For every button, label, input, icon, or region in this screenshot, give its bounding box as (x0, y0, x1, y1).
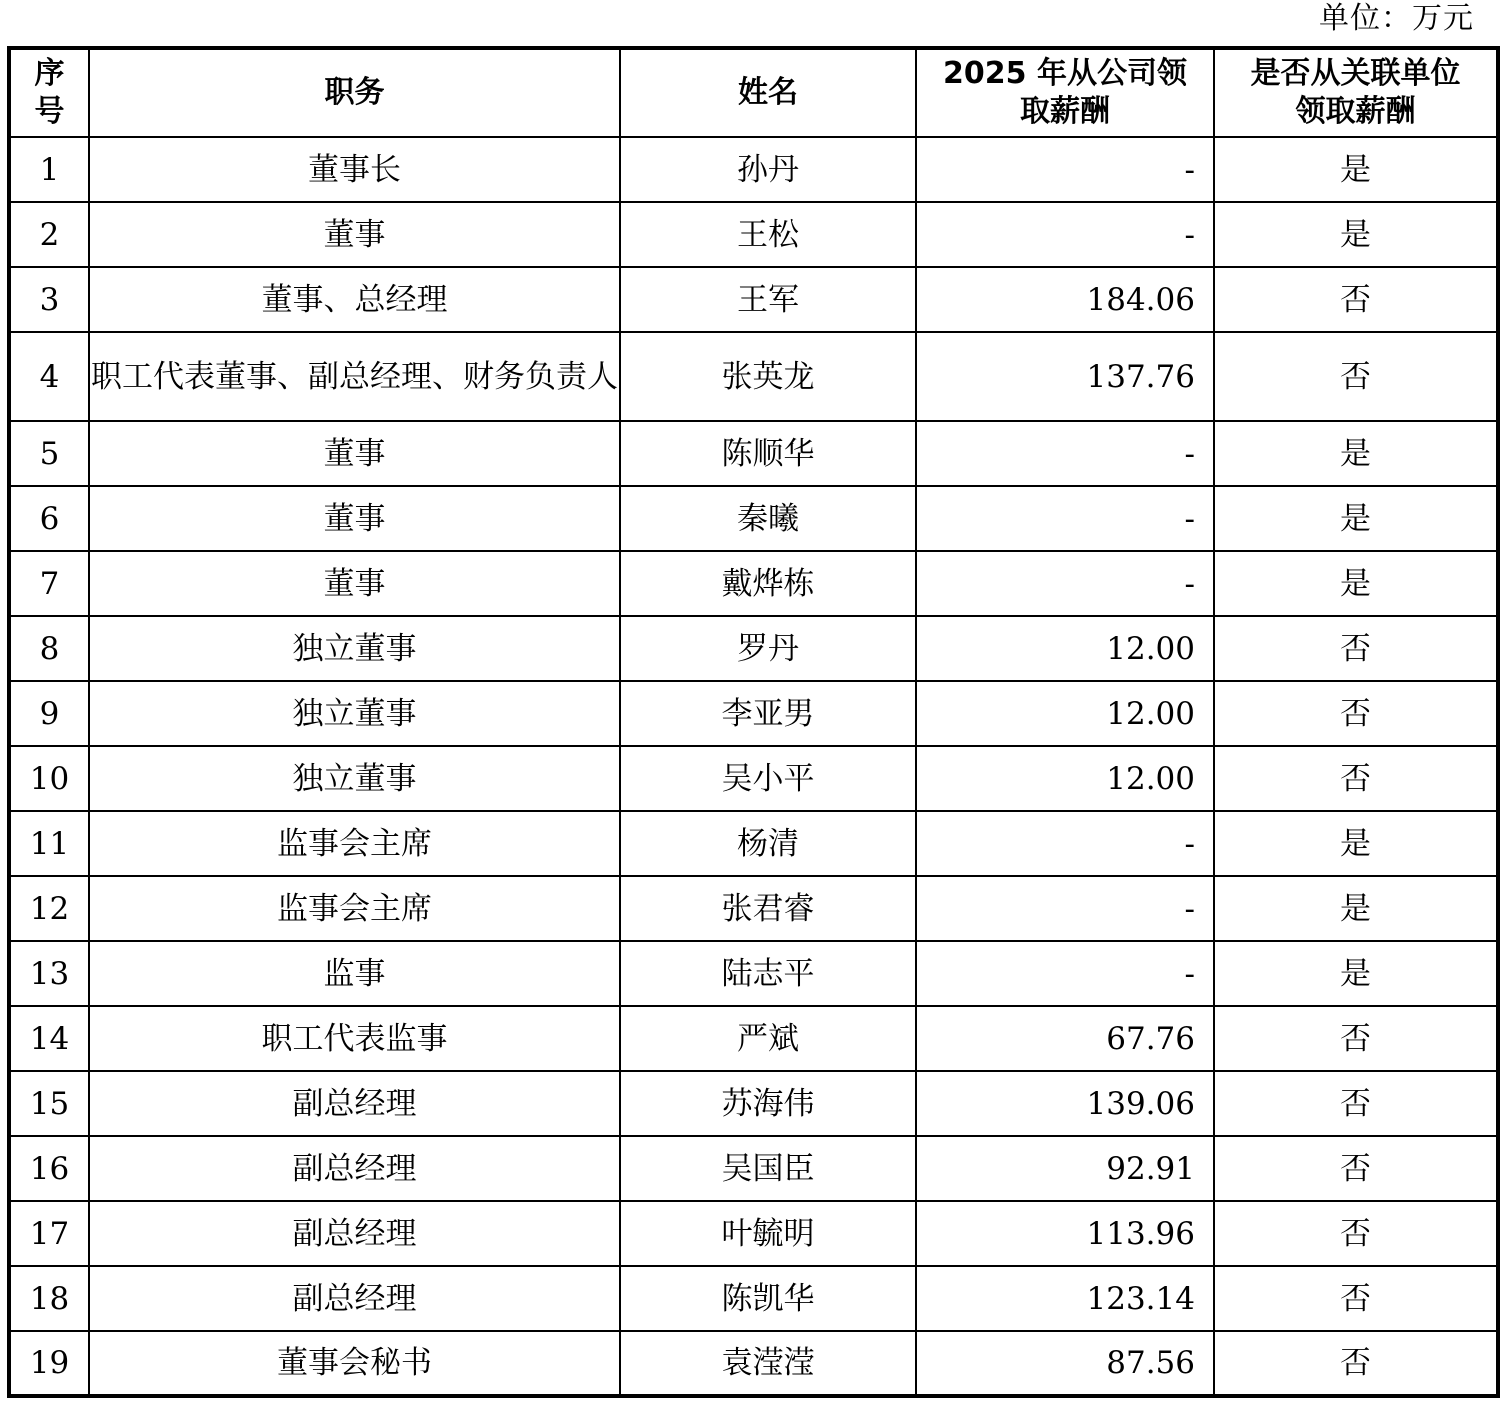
cell-name: 杨清 (620, 811, 916, 876)
cell-position: 职工代表监事 (89, 1006, 620, 1071)
cell-no: 15 (9, 1071, 89, 1136)
cell-position: 独立董事 (89, 616, 620, 681)
header-related-line: 是否从关联单位 (1250, 56, 1461, 91)
header-salary-line: 2025 年从公司领 (943, 56, 1187, 91)
cell-salary: 113.96 (916, 1201, 1214, 1266)
table-row (9, 421, 1498, 486)
cell-no: 14 (9, 1006, 89, 1071)
cell-salary: 87.56 (916, 1331, 1214, 1396)
cell-name: 王松 (620, 202, 916, 267)
cell-name: 陈凯华 (620, 1266, 916, 1331)
header-salary-line: 取薪酬 (1020, 94, 1110, 129)
cell-name: 张君睿 (620, 876, 916, 941)
cell-salary: 67.76 (916, 1006, 1214, 1071)
table-row (9, 486, 1498, 551)
cell-related: 否 (1214, 1201, 1498, 1266)
cell-position: 董事 (89, 421, 620, 486)
cell-related: 是 (1214, 876, 1498, 941)
cell-related: 否 (1214, 332, 1498, 421)
cell-salary: 137.76 (916, 332, 1214, 421)
cell-position: 董事长 (89, 137, 620, 202)
cell-salary: - (916, 551, 1214, 616)
cell-name: 戴烨栋 (620, 551, 916, 616)
cell-position: 董事 (89, 551, 620, 616)
cell-position: 监事会主席 (89, 811, 620, 876)
cell-related: 否 (1214, 1136, 1498, 1201)
cell-related: 否 (1214, 616, 1498, 681)
cell-no: 10 (9, 746, 89, 811)
cell-related: 否 (1214, 1006, 1498, 1071)
cell-salary: 12.00 (916, 616, 1214, 681)
cell-no: 11 (9, 811, 89, 876)
cell-position: 董事 (89, 202, 620, 267)
header-related (1214, 48, 1498, 137)
cell-related: 否 (1214, 1071, 1498, 1136)
header-no-line: 序 (34, 56, 65, 91)
cell-related: 是 (1214, 202, 1498, 267)
cell-no: 1 (9, 137, 89, 202)
cell-related: 否 (1214, 746, 1498, 811)
cell-related: 是 (1214, 486, 1498, 551)
cell-no: 17 (9, 1201, 89, 1266)
cell-salary: - (916, 876, 1214, 941)
table-row (9, 267, 1498, 332)
table-row (9, 551, 1498, 616)
cell-position: 监事会主席 (89, 876, 620, 941)
cell-position: 董事 (89, 486, 620, 551)
cell-position: 副总经理 (89, 1201, 620, 1266)
header-position-line: 职务 (324, 75, 385, 110)
cell-position: 董事会秘书 (89, 1331, 620, 1396)
cell-no: 13 (9, 941, 89, 1006)
cell-related: 否 (1214, 681, 1498, 746)
table-row (9, 941, 1498, 1006)
cell-no: 9 (9, 681, 89, 746)
cell-position: 独立董事 (89, 746, 620, 811)
cell-position: 副总经理 (89, 1071, 620, 1136)
cell-name: 罗丹 (620, 616, 916, 681)
cell-name: 李亚男 (620, 681, 916, 746)
cell-name: 孙丹 (620, 137, 916, 202)
cell-no: 8 (9, 616, 89, 681)
cell-salary: - (916, 202, 1214, 267)
table-body (9, 137, 1498, 1396)
cell-salary: 12.00 (916, 681, 1214, 746)
table-row (9, 616, 1498, 681)
cell-no: 18 (9, 1266, 89, 1331)
cell-position: 职工代表董事、副总经理、财务负责人 (89, 332, 620, 421)
cell-name: 严斌 (620, 1006, 916, 1071)
cell-position: 独立董事 (89, 681, 620, 746)
cell-no: 12 (9, 876, 89, 941)
cell-no: 3 (9, 267, 89, 332)
table-row (9, 681, 1498, 746)
header-position (89, 48, 620, 137)
cell-name: 张英龙 (620, 332, 916, 421)
cell-name: 陆志平 (620, 941, 916, 1006)
cell-related: 是 (1214, 941, 1498, 1006)
header-no-line: 号 (34, 94, 65, 129)
cell-name: 吴小平 (620, 746, 916, 811)
cell-position: 监事 (89, 941, 620, 1006)
unit-label: 单位：万元 (1319, 1, 1474, 36)
cell-name: 袁滢滢 (620, 1331, 916, 1396)
cell-related: 是 (1214, 421, 1498, 486)
cell-related: 是 (1214, 137, 1498, 202)
cell-related: 是 (1214, 811, 1498, 876)
cell-related: 否 (1214, 1331, 1498, 1396)
cell-related: 否 (1214, 267, 1498, 332)
table-row (9, 1331, 1498, 1396)
header-no (9, 48, 89, 137)
cell-salary: - (916, 486, 1214, 551)
header-name (620, 48, 916, 137)
cell-name: 苏海伟 (620, 1071, 916, 1136)
header-related-line: 领取薪酬 (1295, 94, 1416, 129)
cell-position: 副总经理 (89, 1266, 620, 1331)
table-row (9, 1006, 1498, 1071)
table-row (9, 137, 1498, 202)
table-row (9, 1136, 1498, 1201)
cell-salary: - (916, 421, 1214, 486)
compensation-table (7, 46, 1500, 1398)
cell-no: 4 (9, 332, 89, 421)
cell-related: 是 (1214, 551, 1498, 616)
table-row (9, 811, 1498, 876)
cell-salary: - (916, 137, 1214, 202)
cell-salary: 12.00 (916, 746, 1214, 811)
cell-no: 19 (9, 1331, 89, 1396)
table-row (9, 1201, 1498, 1266)
table-row (9, 332, 1498, 421)
cell-no: 7 (9, 551, 89, 616)
cell-name: 秦曦 (620, 486, 916, 551)
cell-no: 5 (9, 421, 89, 486)
cell-salary: 123.14 (916, 1266, 1214, 1331)
cell-no: 16 (9, 1136, 89, 1201)
table-row (9, 746, 1498, 811)
cell-position: 董事、总经理 (89, 267, 620, 332)
cell-salary: 139.06 (916, 1071, 1214, 1136)
table-row (9, 1266, 1498, 1331)
cell-salary: 184.06 (916, 267, 1214, 332)
cell-name: 陈顺华 (620, 421, 916, 486)
header-salary (916, 48, 1214, 137)
cell-salary: 92.91 (916, 1136, 1214, 1201)
cell-position: 副总经理 (89, 1136, 620, 1201)
header-name-line: 姓名 (738, 75, 798, 110)
cell-salary: - (916, 811, 1214, 876)
table-row (9, 876, 1498, 941)
table-row (9, 1071, 1498, 1136)
cell-name: 叶毓明 (620, 1201, 916, 1266)
cell-name: 吴国臣 (620, 1136, 916, 1201)
cell-salary: - (916, 941, 1214, 1006)
cell-no: 6 (9, 486, 89, 551)
table-header (9, 48, 1498, 137)
cell-name: 王军 (620, 267, 916, 332)
table-row (9, 202, 1498, 267)
header-row (9, 48, 1498, 137)
cell-related: 否 (1214, 1266, 1498, 1331)
cell-no: 2 (9, 202, 89, 267)
